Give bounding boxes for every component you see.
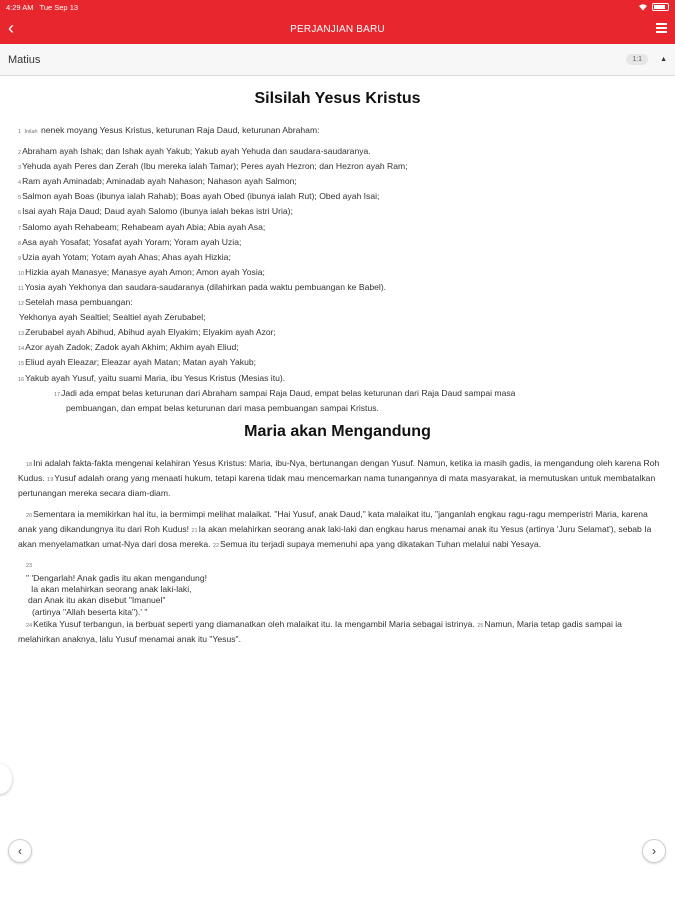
section-heading: Silsilah Yesus Kristus [254,90,421,107]
status-bar [0,0,675,14]
verse-10: 10Hizkia ayah Manasye; Manasye ayah Amon; Amon ayah Yosia; [18,266,265,277]
status-time: 4:29 AM [6,2,34,12]
book-name[interactable]: Matius [8,53,41,66]
paragraph: 18Ini adalah fakta-fakta mengenai kelahiran Yesus Kristus: Maria, ibu-Nya, bertunangan dengan Yusuf. Namun, ketika ia masih gadis, ia mengandung oleh karena Roh Kudus. 19Yusuf adalah orang yang menaati hukum, tetapi karena tidak mau mencemarkan nama tunangannya di mata masyarakat, ia memutuskan untuk membatalkan pertunangan mereka secara diam-diam. [18,457,660,498]
chevron-left-icon: ‹ [8,18,14,38]
verse-1: 1 Inilah nenek moyang Yesus Kristus, keturunan Raja Daud, keturunan Abraham: [18,125,320,135]
verse-11: 11Yosia ayah Yekhonya dan saudara-saudaranya (dilahirkan pada waktu pembuangan ke Babel). [18,281,387,292]
chapter-badge[interactable]: 1:1 [626,54,648,65]
verse-4: 4Ram ayah Aminadab; Aminadab ayah Nahason; Nahason ayah Salmon; [18,176,297,187]
chevron-right-icon: › [652,844,656,858]
verse-16: 16Yakub ayah Yusuf, yaitu suami Maria, ibu Yesus Kristus (Mesias itu). [18,372,286,383]
verse-13: 13Zerubabel ayah Abihud, Abihud ayah Elyakim; Elyakim ayah Azor; [18,327,276,338]
paragraph: 20Sementara ia memikirkan hal itu, ia bermimpi melihat malaikat. "Hai Yusuf, anak Daud," kata malaikat itu, "janganlah engkau ragu-ragu memperistri Maria, karena anak yang dikandungnya itu dari Roh Kudus! 21Ia akan melahirkan seorang anak laki-laki dan engkau harus menamai anak itu Yesus (artinya 'Juru Selamat'), sebab Ia akan menyelamatkan umat-Nya dari dosa mereka. 22Semua itu terjadi supaya memenuhi apa yang dikatakan Tuhan melalui nabi Yesaya. [18,509,652,550]
app-bar [0,14,675,44]
verse-15: 15Eliud ayah Eleazar; Eleazar ayah Matan; Matan ayah Yakub; [18,357,257,368]
chevron-left-icon: ‹ [18,844,22,858]
caret-up-icon[interactable]: ▲ [660,56,667,63]
verse-14: 14Azor ayah Zadok; Zadok ayah Akhim; Akhim ayah Eliud; [18,342,239,353]
verse-12-cont: Yekhonya ayah Sealtiel; Sealtiel ayah Zerubabel; [19,312,206,323]
genealogy-block [10,124,665,415]
bible-text-content [0,76,675,836]
verse-7: 7Salomo ayah Rehabeam; Rehabeam ayah Abia; Abia ayah Asa; [18,221,266,232]
book-selector-bar [0,44,675,76]
previous-chapter-button[interactable] [8,839,32,863]
next-chapter-button[interactable] [642,839,666,863]
page-title: PERJANJIAN BARU [290,23,385,35]
verse-9: 9Uzia ayah Yotam; Yotam ayah Ahas; Ahas ayah Hizkia; [18,251,231,262]
verse-3: 3Yehuda ayah Peres dan Zerah (Ibu mereka ialah Tamar); Peres ayah Hezron; dan Hezron ayah Ram; [18,161,408,172]
poem-line: 23 " 'Dengarlah! Anak gadis itu akan mengandung! [26,563,207,583]
poetry-block [10,561,665,617]
poem-line: Ia akan melahirkan seorang anak laki-laki, [31,583,192,594]
paragraph: 24Ketika Yusuf terbangun, ia berbuat seperti yang diamanatkan oleh malaikat itu. Ia mengambil Maria sebagai istrinya. 25Namun, Maria tetap gadis sampai ia melahirkan anaknya, lalu Yusuf menamai anak itu "Yesus". [18,618,622,644]
wifi-icon [638,3,648,11]
status-date: Tue Sep 13 [39,2,79,12]
hamburger-menu-icon[interactable] [656,23,667,33]
poem-line: (artinya "Allah beserta kita").' " [32,606,148,617]
verse-8: 8Asa ayah Yosafat; Yosafat ayah Yoram; Yoram ayah Uzia; [18,236,242,247]
verse-12: 12Setelah masa pembuangan: [18,297,133,308]
battery-icon [652,3,669,11]
verse-17: 17Jadi ada empat belas keturunan dari Abraham sampai Raja Daud, empat belas keturunan dari Raja Daud sampai masa pembuangan, dan empat belas keturunan dari masa pembuangan sampai Kristus. [54,387,516,413]
verse-6: 6Isai ayah Raja Daud; Daud ayah Salomo (ibunya ialah bekas istri Uria); [18,206,293,217]
section-heading: Maria akan Mengandung [244,422,431,440]
poem-line: dan Anak itu akan disebut "Imanuel" [28,595,166,606]
verse-2: 2Abraham ayah Ishak; dan Ishak ayah Yakub; Yakub ayah Yehuda dan saudara-saudaranya. [18,146,371,157]
verse-5: 5Salmon ayah Boas (ibunya ialah Rahab); Boas ayah Obed (ibunya ialah Rut); Obed ayah Isai; [18,191,380,202]
back-button[interactable] [8,16,14,40]
